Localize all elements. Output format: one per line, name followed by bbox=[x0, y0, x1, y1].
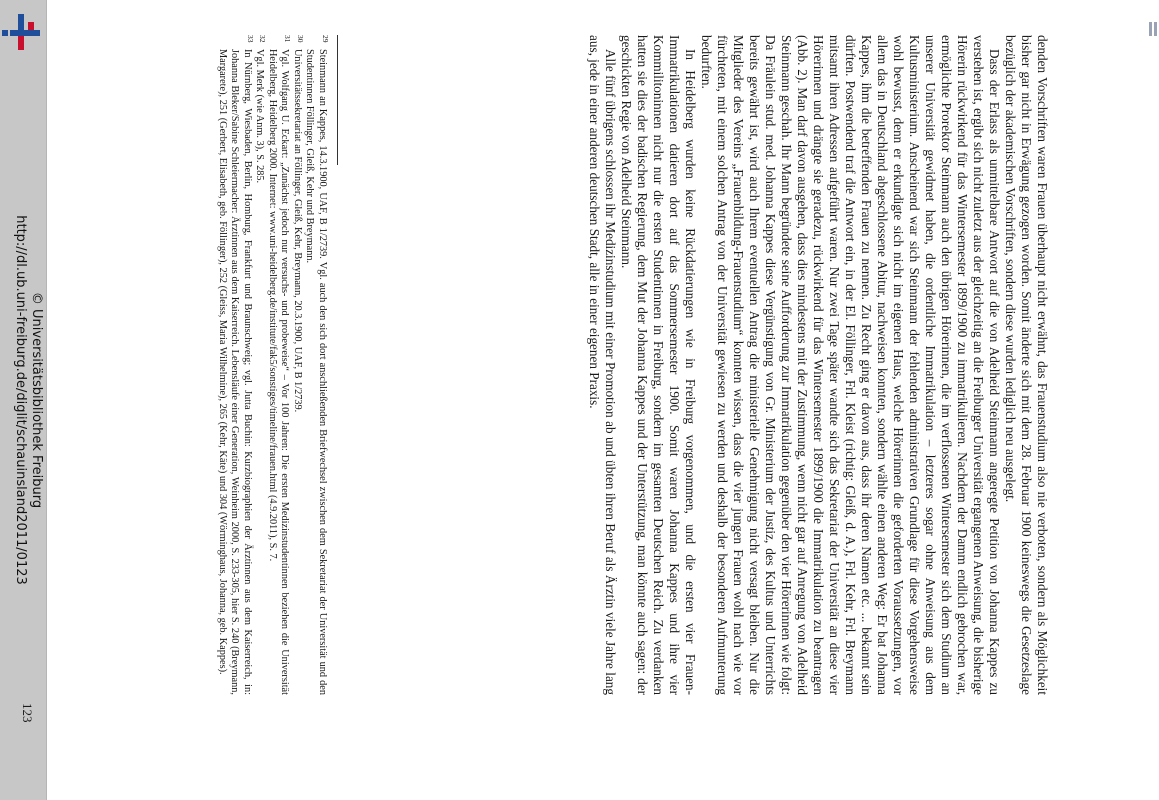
footnote bbox=[291, 35, 304, 695]
digital-library-url[interactable]: http://dl.ub.uni-freiburg.de/diglit/schauinsland2011/0123 bbox=[13, 215, 28, 585]
footnote-divider bbox=[337, 35, 338, 165]
paragraph: In Heidelberg wurden keine Rückdatierungen wie in Freiburg vorgenommen, und die ersten vier Frauen-Immatrikulationen datieren dort auf das Sommersemester 1900. Somit waren Johanna Kappes und ihre vier Kommilitoninnen nicht nur die ersten Studentinnen in Freiburg, sondern im gesamten Deutschen Reich. Zu verdanken hatten sie dies der badischen Regierung, dem Mut der Johanna Kappes und der Unterstützung, man könnte auch sagen: der geschickten Regie von Adelheid Steinmann. bbox=[619, 35, 698, 695]
footnote-number: 30 bbox=[296, 35, 305, 43]
footnote-number: 31 bbox=[283, 35, 293, 43]
footnote-text: In Nürnberg, Wiesbaden, Berlin, Homburg, Frankfurt und Braunschweig; vgl. Jutta Buchin: Kurzbiographien der Ärztinnen aus dem Kaiserreich, in: Johanna Bleker/Sabine Schleiermacher: Ärztinnen aus dem Kaiserreich. Lebensläufe einer Generation, Weinheim 2000, S. 233-305, hier S. 240 (Breymann, Margarete), 251 (Gerbert, Elisabeth, geb. Föllinger), 252 (Gleiss, Maria Wilhelmine), 265 (Kehr, Käte) und 304 (Wörminghaus, Johanna, geb. Kappes). bbox=[217, 49, 253, 695]
footnote-number: 32 bbox=[258, 35, 268, 43]
paragraph: Dass der Erlass als unmittelbare Antwort auf die von Adelheid Steinmann angeregte Petition von Johanna Kappes zu verstehen ist, ergibt sich nicht zuletzt aus der gleichzeitig an die Freiburger Universität ergangenen Anweisung, die bisherige Hörerin rückwirkend für das Wintersemester 1899/1900 zu immatrikulieren. Nachdem der Damm endlich gebrochen war, ermöglichte Prorektor Steinmann auch den übrigen Hörerinnen, die im verflossenen Wintersemester sich dem Studium an unserer Universität gewidmet haben, die ordentliche Immatrikulation – letzteres sogar ohne Anweisung aus dem Kultusministerium. Anscheinend war sich Steinmann der fehlenden administrativen Grundlage für diese Vorgehensweise wohl bewusst, denn er erkundigte sich nicht im eigenen Haus, welche Hörerinnen die geforderten Voraussetzungen, vor allem das in Deutschland abgeschlossene Abitur, nachweisen konnten, sondern wählte einen anderen Weg: Er bat Johanna Kappes, ihm die betreffenden Frauen zu nennen. Zu Recht ging er davon aus, dass ihr deren Namen etc. ... bekannt sein dürften. Postwendend traf die Antwort ein, in der El. Föllinger, Frl. Kleist (richtig: Gleiß, d. A.), Frl. Kehr, Frl. Breymann mitsamt ihren Adressen aufgeführt waren. Nur zwei Tage später wandte sich das Sekretariat der Universität an diese vier Hörerinnen und drängte sie geradezu, rückwirkend für das Wintersemester 1899/1900 die Immatrikulation zu beantragen (Abb. 2). Man darf davon ausgehen, dass dies mindestens mit der Zustimmung, wenn nicht gar auf Anregung von Adelheid Steinmann geschah. Ihr Mann begründete seine Aufforderung zur Immatrikulation gegenüber den vier Hörerinnen wie folgt: Da Fräulein stud. med. Johanna Kappes diese Vergünstigung von Gr. Ministerium der Justiz, des Kultus und Unterrichts bereits gewährt ist, wird auch Ihrem eventuellen Antrag die ministerielle Genehmigung nicht versagt bleiben. Nur die Mitglieder des Vereins „Frauenbildung-Frauenstudium“ konnten wissen, dass die vier jungen Frauen wohl nach wie vor fürchteten, mit einem solchen Antrag von der Universität gewiesen zu werden und deshalb der besonderen Aufmunterung bedurften. bbox=[699, 35, 1002, 695]
page-edge-mark-icon bbox=[1147, 20, 1159, 38]
footnote bbox=[216, 35, 254, 695]
copyright-notice: © Universitätsbibliothek Freiburg bbox=[29, 291, 44, 509]
footnote-number: 29 bbox=[321, 35, 330, 43]
viewer-sidebar bbox=[0, 0, 47, 800]
footnote bbox=[303, 35, 328, 695]
paragraph: denden Vorschriften waren Frauen überhaupt nicht erwähnt, das Frauenstudium also nie verboten, sondern als Möglichkeit bisher gar nicht in Erwägung gezogen worden. Somit änderte sich mit dem 28. Februar 1900 keineswegs die Gesetzeslage bezüglich der akademischen Vorschriften, sondern diese wurden lediglich neu ausgelegt. bbox=[1003, 35, 1050, 695]
footnote bbox=[253, 35, 266, 695]
footnote-number: 33 bbox=[246, 35, 255, 43]
body-text bbox=[586, 35, 1050, 695]
footnote-text: Vgl. Merk (wie Anm. 3), S. 285. bbox=[254, 49, 266, 184]
footnote-text: Steinmann an Kappes, 14.3.1900, UAF, B 1/2739. Vgl. auch den sich dort anschließenden Briefwechsel zwischen dem Sekretariat der Universität und den Studentinnen Föllinger, Gleiß, Kehr und Breymann. bbox=[304, 49, 328, 695]
page-number: 123 bbox=[20, 703, 35, 723]
paragraph: Alle fünf übrigens schlossen ihr Medizinstudium mit einer Promotion ab und übten ihren Beruf als Ärztin viele Jahre lang aus, jede in einer anderen deutschen Stadt, alle in einer eigenen Praxis. bbox=[587, 35, 618, 695]
footnotes bbox=[216, 35, 329, 695]
footnote-text: Vgl. Wolfgang U. Eckart: „Zunächst jedoch nur versuchs- und probeweise“ – Vor 100 Jahren: Die ersten Medizinstudentinnen beziehen die Universität Heidelberg, Heidelberg 2000. Internet: www.uni-heidelberg.de/institute/fak5/sonstiges/timeline/frauen.html (4.9.2011), S. 7. bbox=[267, 49, 291, 695]
footnote bbox=[266, 35, 291, 695]
footnote-text: Universitätssekretariat an Föllinger, Gleiß, Kehr, Breymann, 20.3.1900, UAF, B 1/2739. bbox=[292, 49, 303, 413]
